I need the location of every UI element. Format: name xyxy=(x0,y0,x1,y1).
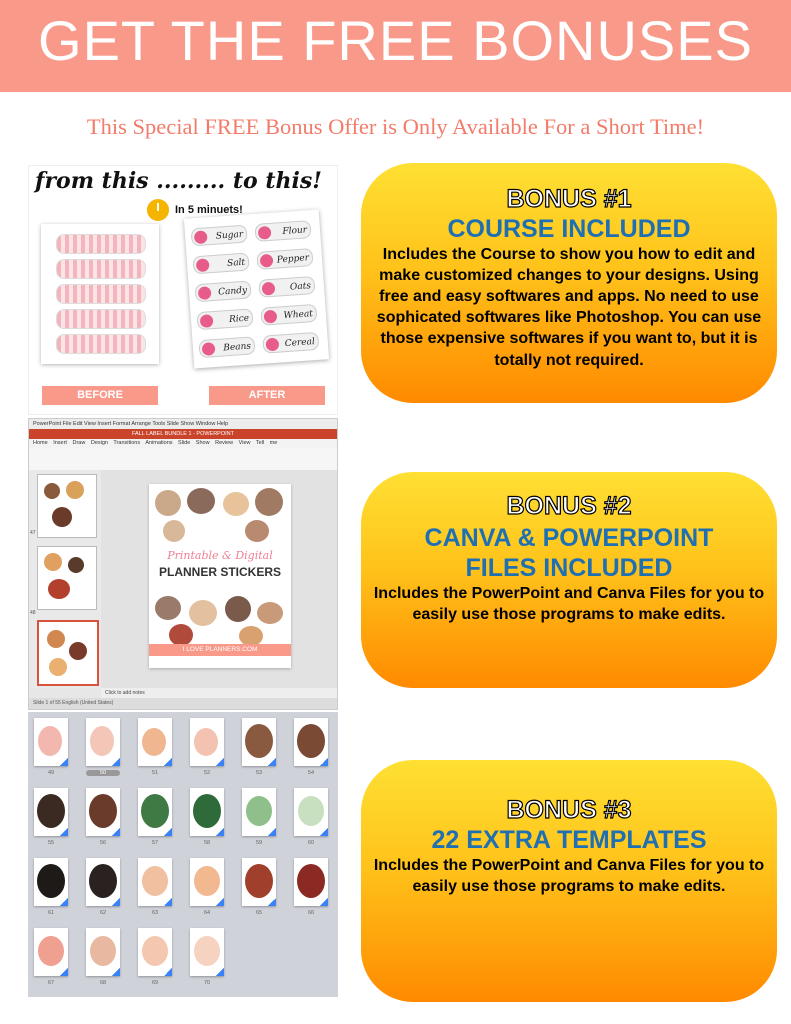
template-number: 59 xyxy=(255,840,263,846)
window-title: FALL LABEL BUNDLE 1 - POWERPOINT xyxy=(29,429,337,439)
blank-label xyxy=(56,284,146,304)
template-number-selected: 50 xyxy=(86,770,120,776)
template-thumbnail xyxy=(190,718,224,766)
template-thumbnail xyxy=(294,718,328,766)
template-number: 70 xyxy=(203,980,211,986)
template-thumbnail xyxy=(242,858,276,906)
bonus-card-3 xyxy=(361,760,777,1002)
template-number: 60 xyxy=(307,840,315,846)
template-thumbnail xyxy=(138,788,172,836)
template-number: 64 xyxy=(203,910,211,916)
template-thumbnail xyxy=(138,718,172,766)
template-number: 63 xyxy=(151,910,159,916)
bonus-number: BONUS #2 xyxy=(506,492,632,520)
before-after-panel xyxy=(28,165,338,415)
bonus-description: Includes the Course to show you how to edit and make customized changes to your designs. Using free and easy softwares and apps. No need to use sophicated softwares like Photoshop. You can use those expensive softwares if you want to, but it is totally not required. xyxy=(376,246,762,369)
bonus-card-1 xyxy=(361,163,777,403)
template-number: 58 xyxy=(203,840,211,846)
template-thumbnail xyxy=(86,788,120,836)
template-number: 66 xyxy=(307,910,315,916)
slide-thumbnail-selected xyxy=(37,620,99,686)
page-title: GET THE FREE BONUSES xyxy=(38,9,753,72)
bonus-number: BONUS #3 xyxy=(506,796,632,824)
before-sheet xyxy=(41,224,159,364)
template-thumbnail xyxy=(190,788,224,836)
pantry-label: Wheat xyxy=(260,304,317,326)
template-thumbnail xyxy=(34,788,68,836)
bonus-heading: CANVA & POWERPOINT FILES INCLUDED xyxy=(424,524,714,582)
template-thumbnail xyxy=(138,928,172,976)
ribbon-toolbar xyxy=(29,448,337,471)
page-subtitle: This Special FREE Bonus Offer is Only Available For a Short Time! xyxy=(86,114,705,139)
slide-number: 47 xyxy=(30,530,36,536)
template-number: 68 xyxy=(99,980,107,986)
template-number: 69 xyxy=(151,980,159,986)
template-thumbnail xyxy=(86,858,120,906)
slide-title-card xyxy=(157,548,283,588)
pantry-label: Rice xyxy=(196,308,253,330)
pantry-label: Sugar xyxy=(191,225,248,247)
template-number: 54 xyxy=(307,770,315,776)
template-thumbnail xyxy=(138,858,172,906)
template-number: 55 xyxy=(47,840,55,846)
pantry-label: Cereal xyxy=(262,332,319,354)
pantry-label: Salt xyxy=(193,252,250,274)
template-number: 62 xyxy=(99,910,107,916)
slide-thumbnail xyxy=(37,546,97,610)
pantry-label: Beans xyxy=(198,336,255,358)
template-thumbnail xyxy=(86,928,120,976)
template-thumbnail xyxy=(190,858,224,906)
pantry-label: Pepper xyxy=(256,248,313,270)
template-thumbnail xyxy=(294,788,328,836)
pantry-label: Flour xyxy=(254,220,311,242)
header-banner xyxy=(0,0,791,92)
template-grid xyxy=(28,712,338,997)
menu-bar: PowerPoint File Edit View Insert Format Arrange Tools Slide Show Window Help xyxy=(29,419,338,429)
before-label: BEFORE xyxy=(42,386,158,405)
template-number: 65 xyxy=(255,910,263,916)
slide-script-text: Printable & Digital xyxy=(167,549,273,562)
slide-thumbnails xyxy=(29,470,102,688)
bonus-heading: COURSE INCLUDED xyxy=(447,215,691,243)
template-thumbnail xyxy=(34,718,68,766)
template-thumbnail xyxy=(86,718,120,766)
slide-thumbnail xyxy=(37,474,97,538)
pantry-label: Candy xyxy=(195,280,252,302)
notes-pane: Click to add notes xyxy=(101,688,338,698)
slide-number: 48 xyxy=(30,610,36,616)
template-number: 52 xyxy=(203,770,211,776)
before-after-title: from this ......... to this! xyxy=(35,168,322,194)
template-number: 61 xyxy=(47,910,55,916)
after-sheet xyxy=(184,209,329,368)
slide-heading: PLANNER STICKERS xyxy=(158,565,281,579)
slide xyxy=(149,484,291,668)
status-bar: Slide 1 of 55 English (United States) xyxy=(29,698,338,709)
bonus-number: BONUS #1 xyxy=(506,185,632,213)
template-number: 49 xyxy=(47,770,55,776)
template-thumbnail xyxy=(34,858,68,906)
blank-label xyxy=(56,334,146,354)
ribbon-tabs: Home Insert Draw Design Transitions Animations Slide Show Review View Tell me xyxy=(29,439,338,448)
template-thumbnail xyxy=(294,858,328,906)
template-thumbnail xyxy=(34,928,68,976)
before-after-subtitle: In 5 minuets! xyxy=(175,204,243,216)
after-label: AFTER xyxy=(209,386,325,405)
template-thumbnail xyxy=(242,718,276,766)
template-number: 57 xyxy=(151,840,159,846)
slide-footer: I LOVE PLANNERS.COM xyxy=(149,644,291,656)
bonus-description: Includes the PowerPoint and Canva Files for you to easily use those programs to make edits. xyxy=(373,857,765,896)
template-thumbnail xyxy=(190,928,224,976)
blank-label xyxy=(56,309,146,329)
template-number: 51 xyxy=(151,770,159,776)
template-number: 53 xyxy=(255,770,263,776)
clock-icon xyxy=(147,199,169,221)
bonus-description: Includes the PowerPoint and Canva Files for you to easily use those programs to make edits. xyxy=(373,585,765,624)
bonus-card-2 xyxy=(361,472,777,688)
pantry-label: Oats xyxy=(258,276,315,298)
template-number: 56 xyxy=(99,840,107,846)
template-thumbnail xyxy=(242,788,276,836)
blank-label xyxy=(56,259,146,279)
blank-label xyxy=(56,234,146,254)
powerpoint-screenshot xyxy=(28,418,338,710)
bonus-heading: 22 EXTRA TEMPLATES xyxy=(431,826,707,854)
slide-canvas xyxy=(101,470,337,688)
template-number: 67 xyxy=(47,980,55,986)
